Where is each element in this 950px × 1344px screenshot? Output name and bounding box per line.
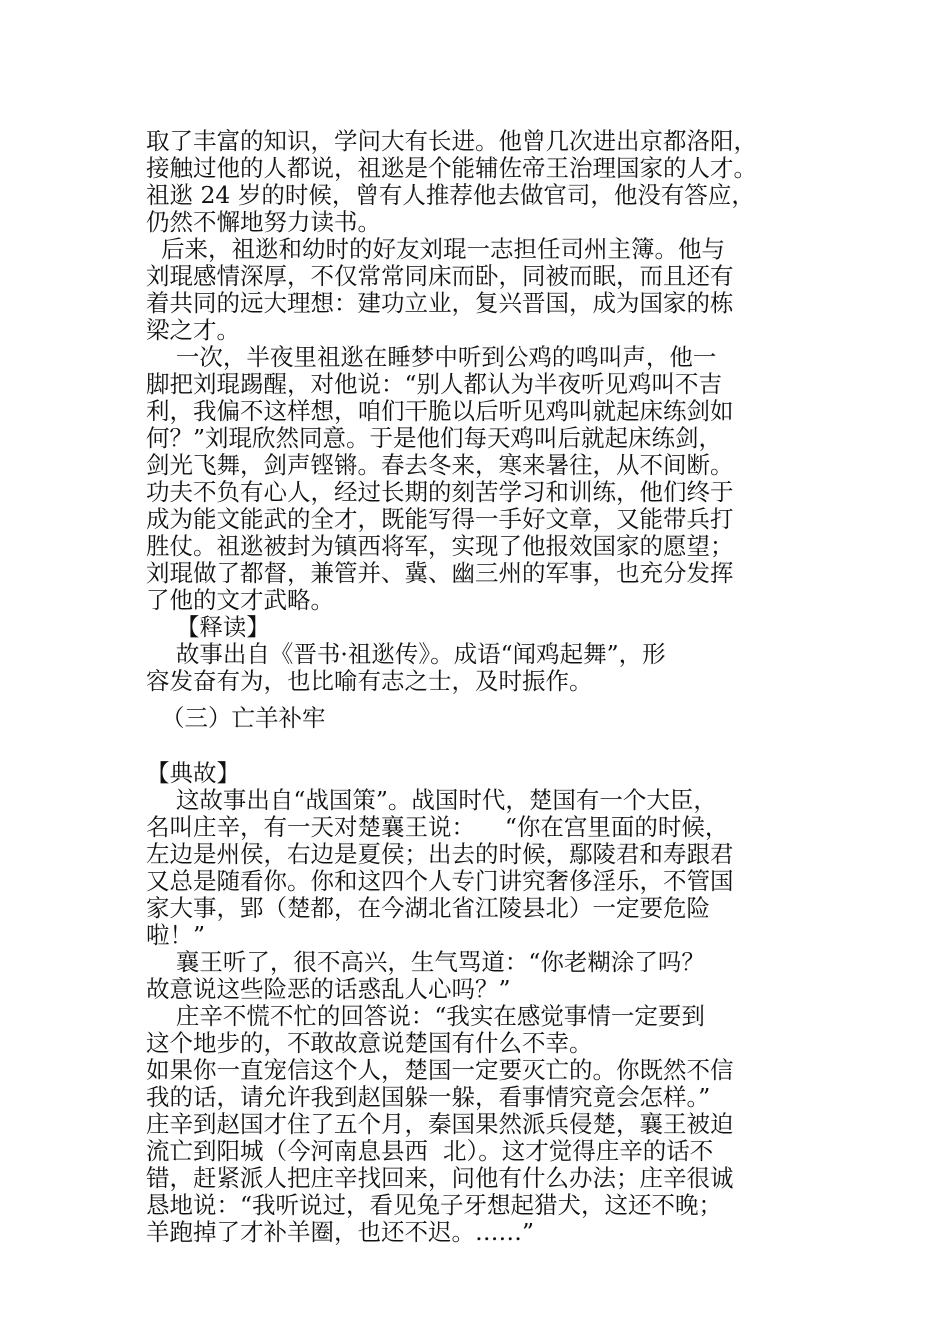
text-line: 又总是随看你。你和这四个人专门讲究奢侈淫乐，不管国: [146, 867, 734, 895]
text-line: 襄王听了，很不高兴，生气骂道：“你老糊涂了吗？: [146, 948, 705, 976]
text-line: 羊跑掉了才补羊圈，也还不迟。……”: [146, 1218, 535, 1246]
text-line: 梁之才。: [146, 316, 240, 344]
text-line: 名叫庄辛，有一天对楚襄王说： “你在宫里面的时候，: [146, 813, 729, 841]
story-body: [146, 128, 806, 695]
text-line: 刘琨做了都督，兼管并、冀、幽三州的军事，也充分发挥: [146, 559, 734, 587]
spacer: [146, 732, 806, 760]
text-line: 刘琨感情深厚，不仅常常同床而卧，同被而眠，而且还有: [146, 262, 734, 290]
text-line: 如果你一直宠信这个人，楚国一定要灭亡的。你既然不信: [146, 1056, 734, 1084]
text-line: 着共同的远大理想：建功立业，复兴晋国，成为国家的栋: [146, 289, 734, 317]
text-line: 后来，祖逖和幼时的好友刘琨一志担任司州主簿。他与: [146, 235, 725, 263]
text-line: 功夫不负有心人，经过长期的刻苦学习和训练，他们终于: [146, 478, 734, 506]
text-line: 何？”刘琨欣然同意。于是他们每天鸡叫后就起床练剑，: [146, 424, 723, 452]
text-line: 脚把刘琨踢醒，对他说：“别人都认为半夜听见鸡叫不吉: [146, 370, 723, 398]
text-line: 左边是州侯，右边是夏侯；出去的时候，鄢陵君和寿跟君: [146, 840, 734, 868]
text-line: 接触过他的人都说，祖逖是个能辅佐帝王治理国家的人才。: [146, 154, 757, 182]
text-line: 错，赶紧派人把庄辛找回来，问他有什么办法；庄辛很诚: [146, 1164, 734, 1192]
text-line: 故意说这些险恶的话惑乱人心吗？”: [146, 975, 511, 1003]
text-line: 成为能文能武的全才，既能写得一手好文章，又能带兵打: [146, 505, 734, 533]
text-line: 了他的文才武略。: [146, 586, 334, 614]
text-line: 故事出自《晋书·祖逖传》。成语“闻鸡起舞”，形: [146, 640, 666, 668]
section-title: （三）亡羊补牢: [146, 704, 326, 732]
document-page: [146, 128, 806, 1246]
heading-allusion: 【典故】: [146, 759, 240, 787]
text-line: 仍然不懈地努力读书。: [146, 208, 381, 236]
text-line: 庄辛不慌不忙的回答说：“我实在感觉事情一定要到: [146, 1002, 705, 1030]
heading-interpretation: 【释读】: [146, 613, 270, 641]
text-line: 胜仗。祖逖被封为镇西将军，实现了他报效国家的愿望；: [146, 532, 734, 560]
text-line: 利，我偏不这样想，咱们干脆以后听见鸡叫就起床练剑如: [146, 397, 734, 425]
text-line: 取了丰富的知识，学问大有长进。他曾几次进出京都洛阳，: [146, 127, 757, 155]
text-line: 啦！”: [146, 921, 206, 949]
story-body-2: [146, 760, 806, 1246]
text-line: 这个地步的，不敢故意说楚国有什么不幸。: [146, 1029, 593, 1057]
text-line: 容发奋有为，也比喻有志之士，及时振作。: [146, 667, 593, 695]
text-line: 一次，半夜里祖逖在睡梦中听到公鸡的鸣叫声，他一: [146, 343, 717, 371]
text-line: 祖逖 24 岁的时候，曾有人推荐他去做官司，他没有答应，: [146, 181, 755, 209]
text-line: 恳地说：“我听说过，看见兔子牙想起猎犬，这还不晚；: [146, 1191, 723, 1219]
text-line: 剑光飞舞，剑声铿锵。春去冬来，寒来暑往，从不间断。: [146, 451, 734, 479]
text-line: 我的话，请允许我到赵国躲一躲，看事情究竟会怎样。”: [146, 1083, 711, 1111]
text-line: 这故事出自“战国策”。战国时代，楚国有一个大臣，: [146, 786, 717, 814]
text-line: 流亡到阳城（今河南息县西 北）。这才觉得庄辛的话不: [146, 1137, 714, 1165]
text-line: 庄辛到赵国才住了五个月，秦国果然派兵侵楚，襄王被迫: [146, 1110, 734, 1138]
text-line: 家大事，郢（楚都，在今湖北省江陵县北）一定要危险: [146, 894, 710, 922]
